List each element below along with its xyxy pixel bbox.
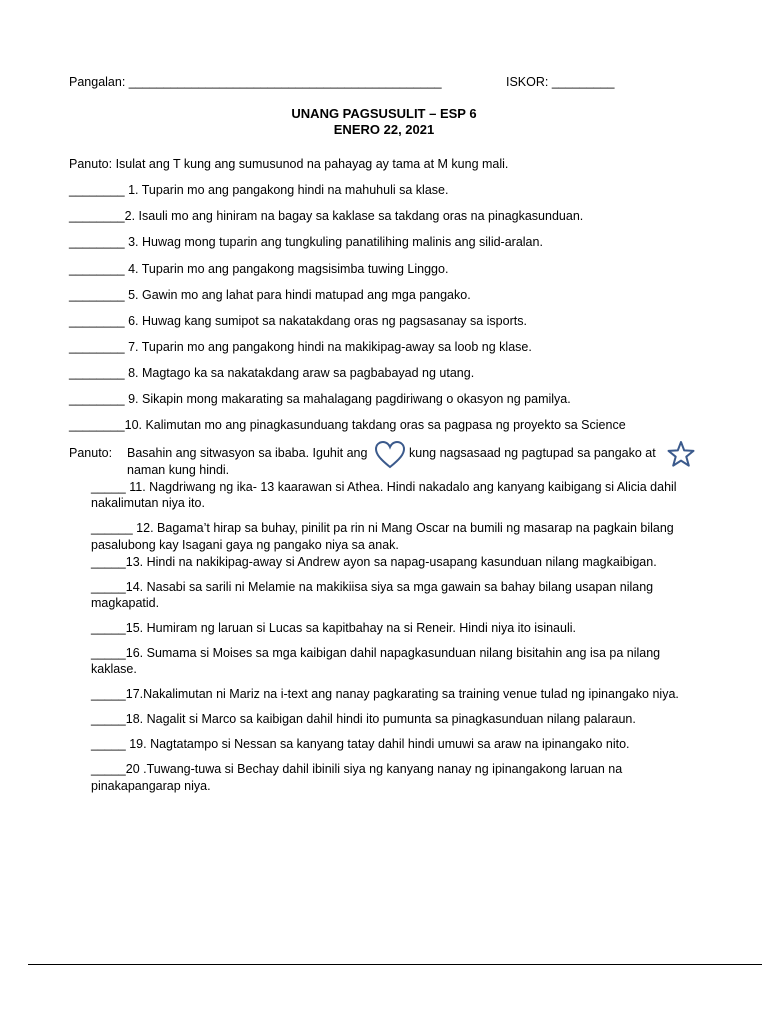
section2-instruction-part2: kung nagsasaad ng pagtupad sa pangako at bbox=[409, 446, 656, 460]
list-item: ________ 5. Gawin mo ang lahat para hindi matupad ang mga pangako. bbox=[69, 288, 471, 302]
list-item: _____20 .Tuwang-tuwa si Bechay dahil ibinili siya ng kanyang nanay ng ipinangakong laruan na bbox=[91, 762, 623, 776]
list-item: ________2. Isauli mo ang hiniram na bagay sa kaklase sa takdang oras na pinagkasunduan. bbox=[69, 209, 584, 223]
list-item-continuation: pinakapangarap niya. bbox=[91, 779, 211, 793]
score-field-label: ISKOR: _________ bbox=[506, 75, 615, 89]
list-item: _____16. Sumama si Moises sa mga kaibigan dahil napagkasunduan nilang bisitahin ang isa pa nilang bbox=[91, 646, 661, 660]
list-item: _____13. Hindi na nakikipag-away si Andrew ayon sa napag-usapang kasunduan nilang magkaibigan. bbox=[91, 555, 657, 569]
list-item-continuation: kaklase. bbox=[91, 662, 137, 676]
list-item: _____14. Nasabi sa sarili ni Melamie na makikiisa siya sa mga gawain sa bahay bilang usapan nilang bbox=[91, 580, 654, 594]
list-item: _____15. Humiram ng laruan si Lucas sa kapitbahay na si Reneir. Hindi niya ito isinauli. bbox=[91, 621, 576, 635]
list-item: ________10. Kalimutan mo ang pinagkasunduang takdang oras sa pagpasa ng proyekto sa Science bbox=[69, 418, 626, 432]
list-item: ________ 1. Tuparin mo ang pangakong hindi na mahuhuli sa klase. bbox=[69, 183, 449, 197]
list-item: ________ 4. Tuparin mo ang pangakong magsisimba tuwing Linggo. bbox=[69, 262, 449, 276]
list-item: ________ 7. Tuparin mo ang pangakong hindi na makikipag-away sa loob ng klase. bbox=[69, 340, 532, 354]
section2-instruction-line2: naman kung hindi. bbox=[127, 463, 230, 477]
list-item: ________ 9. Sikapin mong makarating sa mahalagang pagdiriwang o okasyon ng pamilya. bbox=[69, 392, 571, 406]
name-field-label: Pangalan: _____________________________________________ bbox=[69, 75, 442, 89]
exam-date: ENERO 22, 2021 bbox=[333, 122, 435, 137]
list-item: ______ 12. Bagama’t hirap sa buhay, pinilit pa rin ni Mang Oscar na bumili ng masarap na pagkain bilang bbox=[91, 521, 674, 535]
list-item: _____ 11. Nagdriwang ng ika- 13 kaarawan si Athea. Hindi nakadalo ang kanyang kaibigang si Alicia dahil bbox=[91, 480, 677, 494]
list-item: _____18. Nagalit si Marco sa kaibigan dahil hindi ito pumunta sa pinagkasunduan nilang palaraun. bbox=[91, 712, 636, 726]
list-item: ________ 3. Huwag mong tuparin ang tungkuling panatilihing malinis ang silid-aralan. bbox=[69, 235, 543, 249]
footer-divider bbox=[28, 964, 762, 965]
section1-instruction: Panuto: Isulat ang T kung ang sumusunod na pahayag ay tama at M kung mali. bbox=[69, 157, 509, 171]
section2-instruction-part1: Basahin ang sitwasyon sa ibaba. Iguhit ang bbox=[127, 446, 368, 460]
list-item-continuation: magkapatid. bbox=[91, 596, 160, 610]
exam-title: UNANG PAGSUSULIT – ESP 6 bbox=[291, 106, 477, 121]
star-icon bbox=[666, 440, 696, 468]
section2-label: Panuto: bbox=[69, 446, 113, 460]
list-item: _____ 19. Nagtatampo si Nessan sa kanyang tatay dahil hindi umuwi sa araw na ipinangako nito. bbox=[91, 737, 630, 751]
list-item: ________ 8. Magtago ka sa nakatakdang araw sa pagbabayad ng utang. bbox=[69, 366, 475, 380]
heart-icon bbox=[374, 440, 406, 470]
list-item-continuation: pasalubong kay Isagani gaya ng pangako niya sa anak. bbox=[91, 538, 399, 552]
list-item: ________ 6. Huwag kang sumipot sa nakatakdang oras ng pagsasanay sa isports. bbox=[69, 314, 527, 328]
list-item-continuation: nakalimutan niya ito. bbox=[91, 496, 205, 510]
list-item: _____17.Nakalimutan ni Mariz na i-text ang nanay pagkarating sa training venue tulad ng ipinangako niya. bbox=[91, 687, 679, 701]
